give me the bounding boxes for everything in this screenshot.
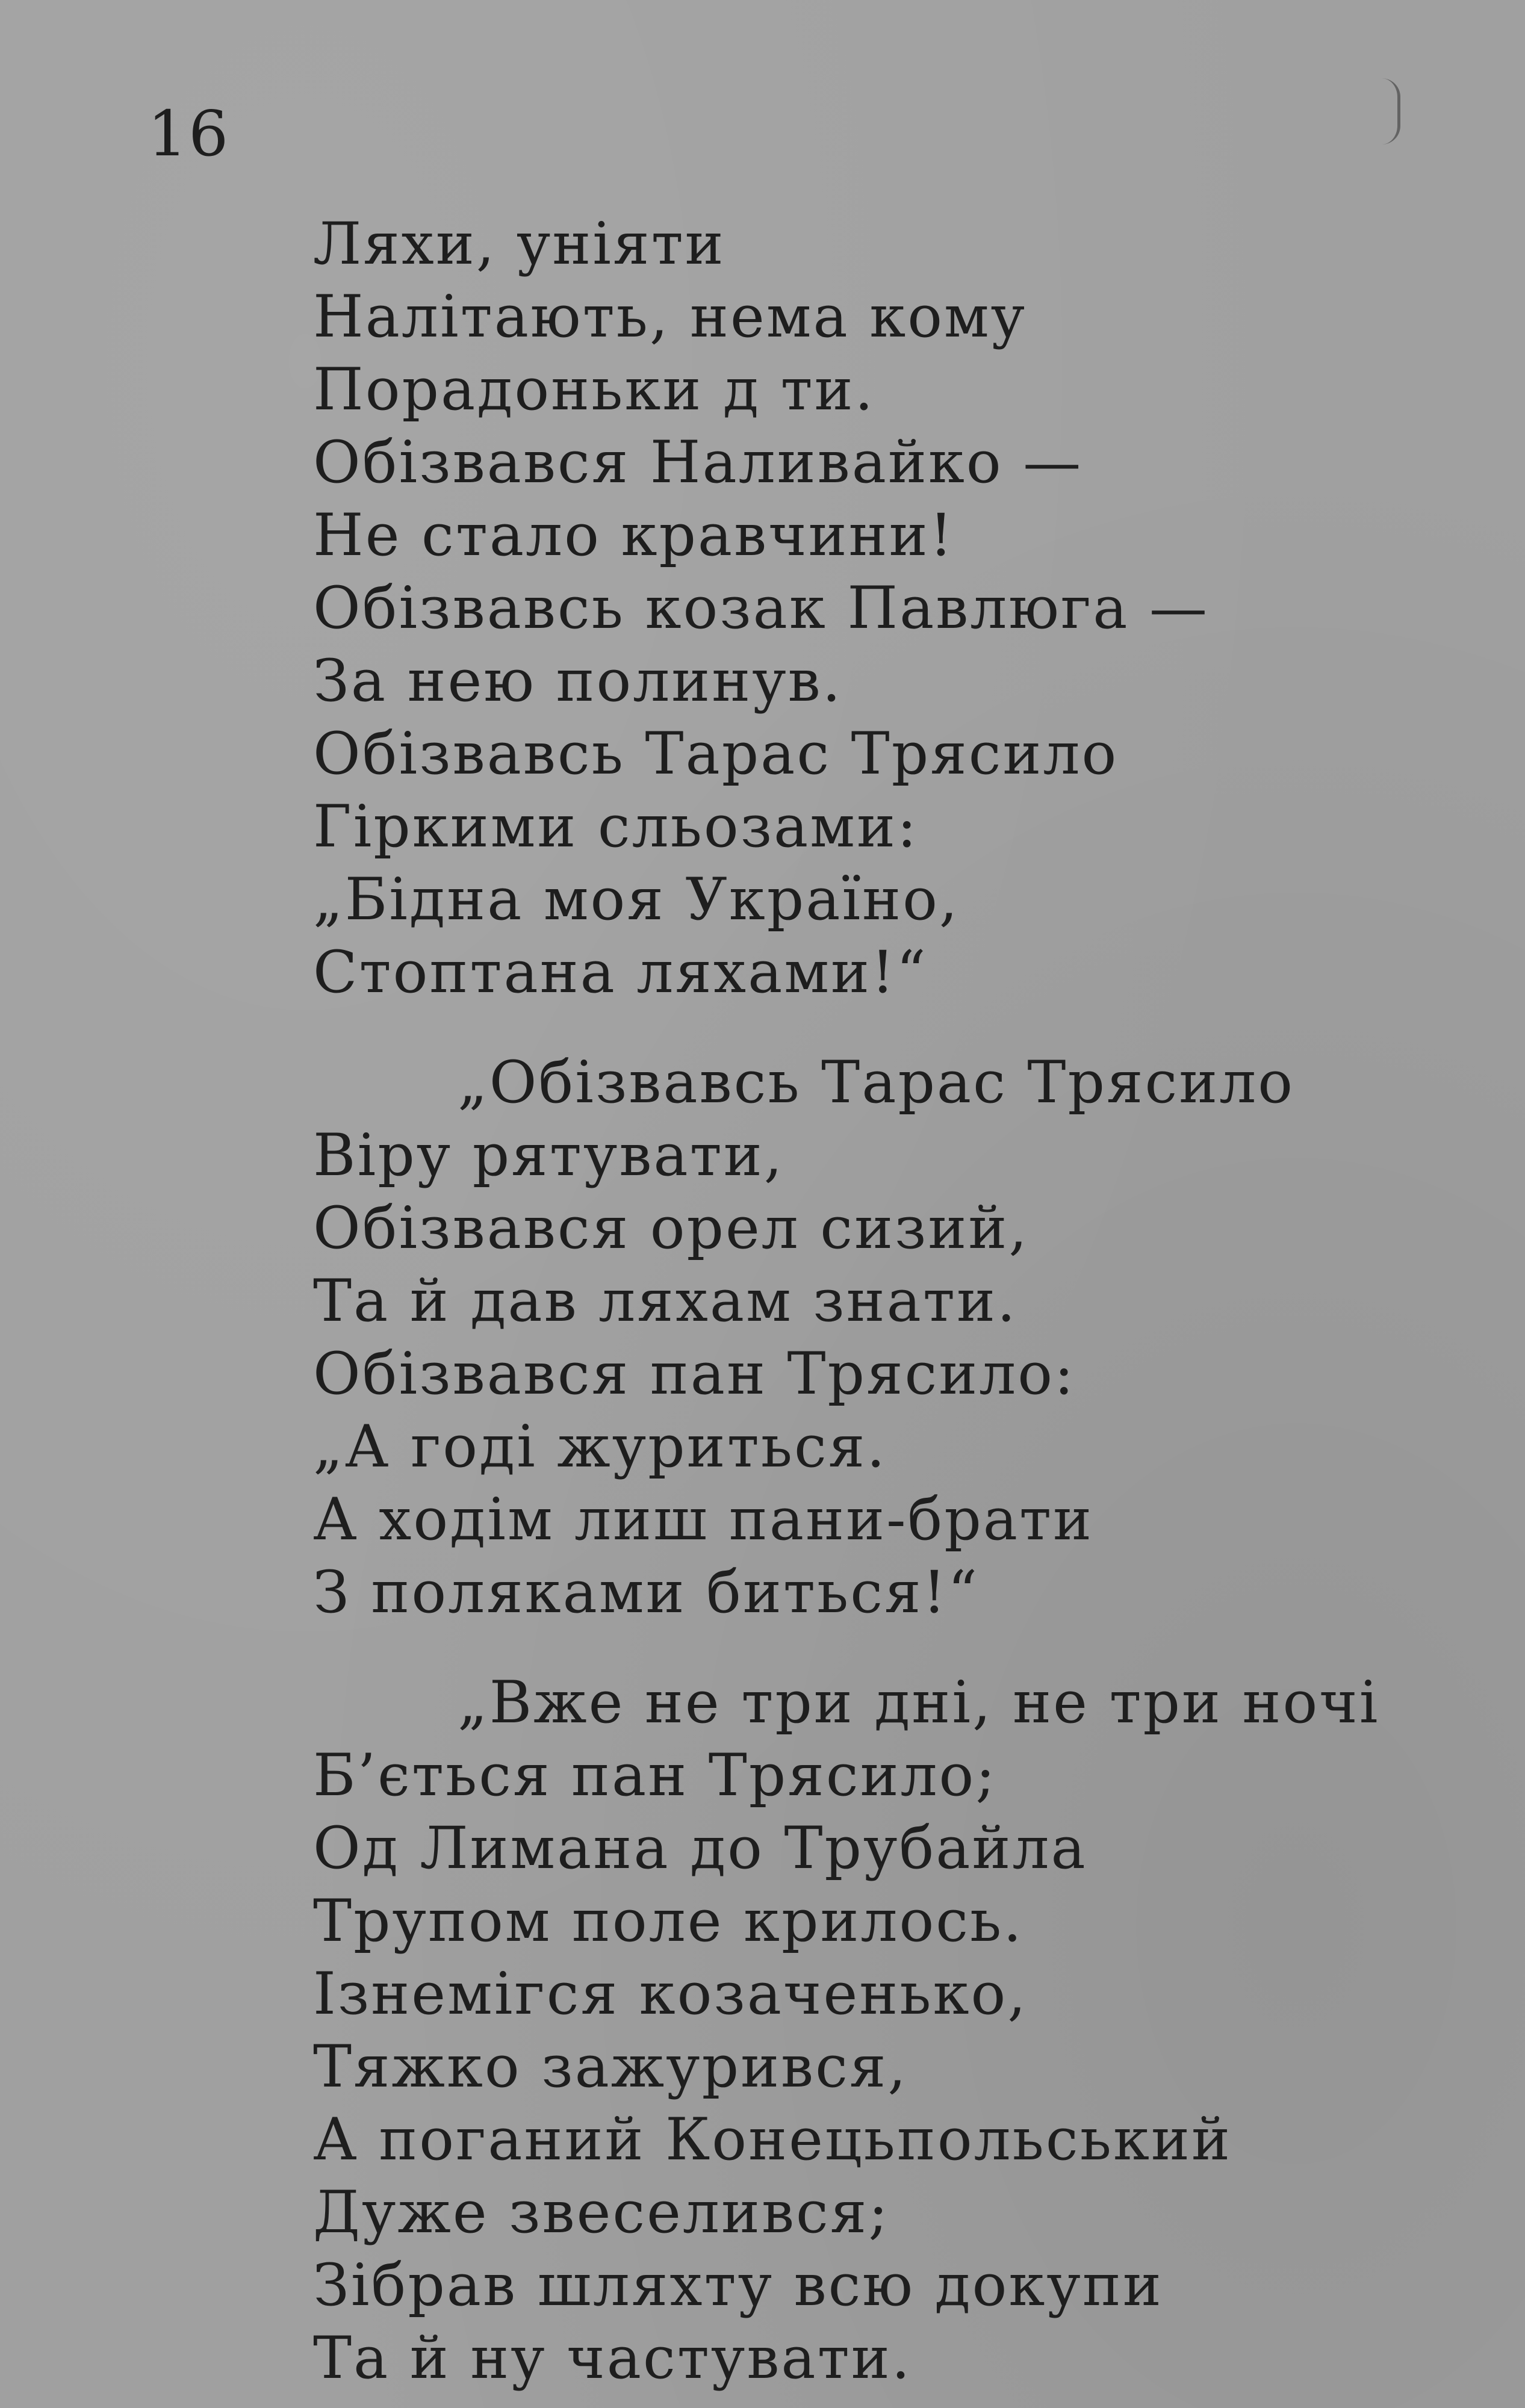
poem-line: Ляхи, уніяти [313, 210, 725, 278]
stanza-2 [313, 1046, 1505, 1629]
poem-line: Дуже звеселився; [313, 2179, 890, 2246]
poem-line: Обізвався пан Трясило: [313, 1340, 1076, 1407]
poem-line: Тяжко зажурився, [313, 2033, 908, 2100]
poem-line: „Вже не три дні, не три ночі [458, 1669, 1380, 1736]
poem-line: Гіркими сльозами: [313, 793, 919, 860]
poem-line: Зібрав шляхту всю докупи [313, 2251, 1163, 2319]
poem-line: З поляками биться!“ [313, 1559, 980, 1626]
poem-line: За нею полинув. [313, 647, 843, 715]
poem-line: „А годі журиться. [313, 1413, 887, 1480]
poem-line: Не стало кравчини! [313, 501, 955, 569]
poem-line: Трупом поле крилось. [313, 1887, 1023, 1955]
poem-line: Обізвавсь Тарас Трясило [313, 720, 1119, 787]
poem-line: Та й ну частувати. [313, 2324, 912, 2392]
poem-text [313, 208, 1505, 2395]
stanza-1 [313, 208, 1505, 1009]
poem-line: Віру рятувати, [313, 1122, 784, 1189]
poem-line: Обізвався орел сизий, [313, 1194, 1029, 1262]
poem-line: Обізвавсь козак Павлюга — [313, 574, 1209, 642]
poem-line: Та й дав ляхам знати. [313, 1267, 1017, 1335]
poem-line: Стоптана ляхами!“ [313, 939, 928, 1006]
poem-line: Од Лимана до Трубайла [313, 1814, 1087, 1882]
poem-line: А ходім лиш пани-брати [313, 1486, 1094, 1553]
poem-line: Налітають, нема кому [313, 283, 1027, 350]
margin-mark [1382, 78, 1400, 144]
poem-line: А поганий Конецьпольський [313, 2106, 1232, 2173]
page-number: 16 [148, 97, 230, 170]
poem-line: Обізвався Наливайко — [313, 429, 1083, 496]
poem-line: „Бідна моя Україно, [313, 866, 960, 933]
poem-line: „Обізвавсь Тарас Трясило [458, 1049, 1294, 1116]
poem-line: Порадоньки д ти. [313, 356, 875, 423]
poem-line: Б’ється пан Трясило; [313, 1742, 997, 1809]
stanza-3 [313, 1666, 1505, 2395]
poem-line: Ізнемігся козаченько, [313, 1960, 1028, 2028]
